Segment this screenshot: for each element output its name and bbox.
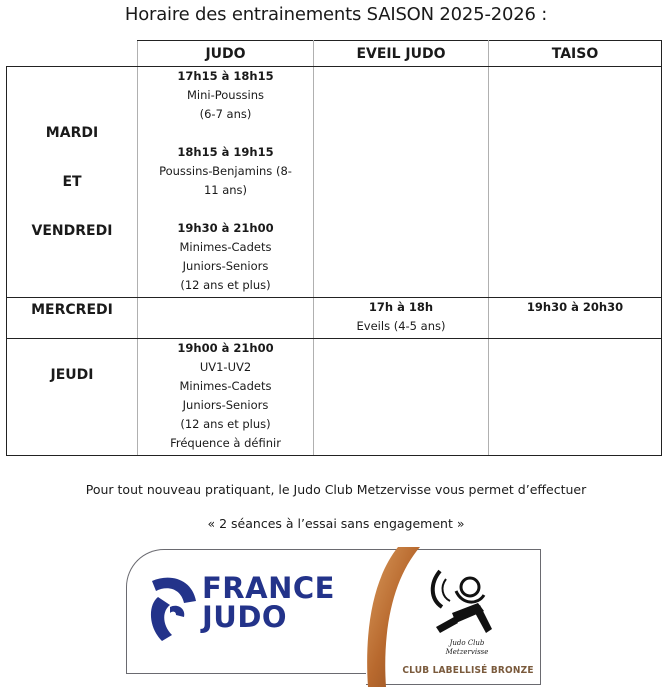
session-group: Poussins-Benjamins (8- [159, 164, 292, 178]
club-name-line: Judo Club [449, 639, 485, 647]
session-age: (12 ans et plus) [180, 278, 271, 292]
judo-cell [138, 67, 314, 298]
trial-offer-highlight: « 2 séances à l’essai sans engagement » [207, 516, 465, 531]
session-group: Juniors-Seniors [182, 259, 269, 273]
day-cell-jeudi: JEUDI [7, 339, 138, 456]
table-row [7, 298, 662, 339]
column-header-judo: JUDO [138, 41, 314, 67]
club-name [422, 639, 512, 657]
day-cell-mardi-vendredi [7, 67, 138, 298]
column-header-eveil-judo: EVEIL JUDO [314, 41, 489, 67]
session-time: 19h00 à 21h00 [177, 341, 274, 355]
session-block [138, 219, 313, 295]
session-block [138, 143, 313, 200]
taiso-cell-empty [489, 339, 662, 456]
session-age: 11 ans) [203, 183, 248, 197]
session-time: 18h15 à 19h15 [177, 145, 274, 159]
page-title: Horaire des entrainements SAISON 2025-2026 : [124, 4, 548, 25]
session-group: Mini-Poussins [186, 88, 265, 102]
day-label: MARDI [45, 124, 99, 141]
eveil-cell-empty [314, 339, 489, 456]
session-time: 19h30 à 20h30 [526, 300, 624, 314]
header-corner [7, 41, 138, 67]
session-time: 17h15 à 18h15 [177, 69, 274, 83]
session-group: Minimes-Cadets [179, 240, 272, 254]
session-group: Eveils (4-5 ans) [356, 319, 446, 333]
wordmark-line: JUDO [202, 600, 288, 634]
club-name-line: Metzervisse [445, 648, 489, 656]
label-banner [126, 549, 542, 685]
france-judo-logo-icon [148, 571, 200, 645]
wordmark-line: FRANCE [202, 571, 335, 605]
session-block [138, 67, 313, 124]
column-header-taiso: TAISO [489, 41, 662, 67]
session-time: 19h30 à 21h00 [177, 221, 274, 235]
session-frequency: Fréquence à définir [170, 436, 281, 450]
schedule-table [6, 40, 662, 456]
table-header-row [7, 41, 662, 67]
session-level: UV1-UV2 [199, 360, 252, 374]
trial-offer-text: Pour tout nouveau pratiquant, le Judo Club Metzervisse vous permet d’effectuer [85, 482, 587, 497]
eveil-cell-empty [314, 67, 489, 298]
table-row [7, 339, 662, 456]
session-age: (12 ans et plus) [180, 417, 271, 431]
taiso-cell [489, 298, 662, 339]
day-label: VENDREDI [31, 222, 113, 239]
day-label: ET [62, 173, 82, 190]
judo-cell-empty [138, 298, 314, 339]
session-group: Juniors-Seniors [182, 398, 269, 412]
taiso-cell-empty [489, 67, 662, 298]
judo-cell [138, 339, 314, 456]
day-cell-mercredi: MERCREDI [7, 298, 138, 339]
table-row [7, 67, 662, 298]
session-time: 17h à 18h [368, 300, 434, 314]
session-group: Minimes-Cadets [179, 379, 272, 393]
session-age: (6-7 ans) [199, 107, 252, 121]
eveil-cell [314, 298, 489, 339]
france-judo-wordmark [202, 571, 335, 634]
judo-club-emblem-icon [426, 565, 506, 641]
bronze-label: CLUB LABELLISÉ BRONZE [402, 665, 534, 676]
